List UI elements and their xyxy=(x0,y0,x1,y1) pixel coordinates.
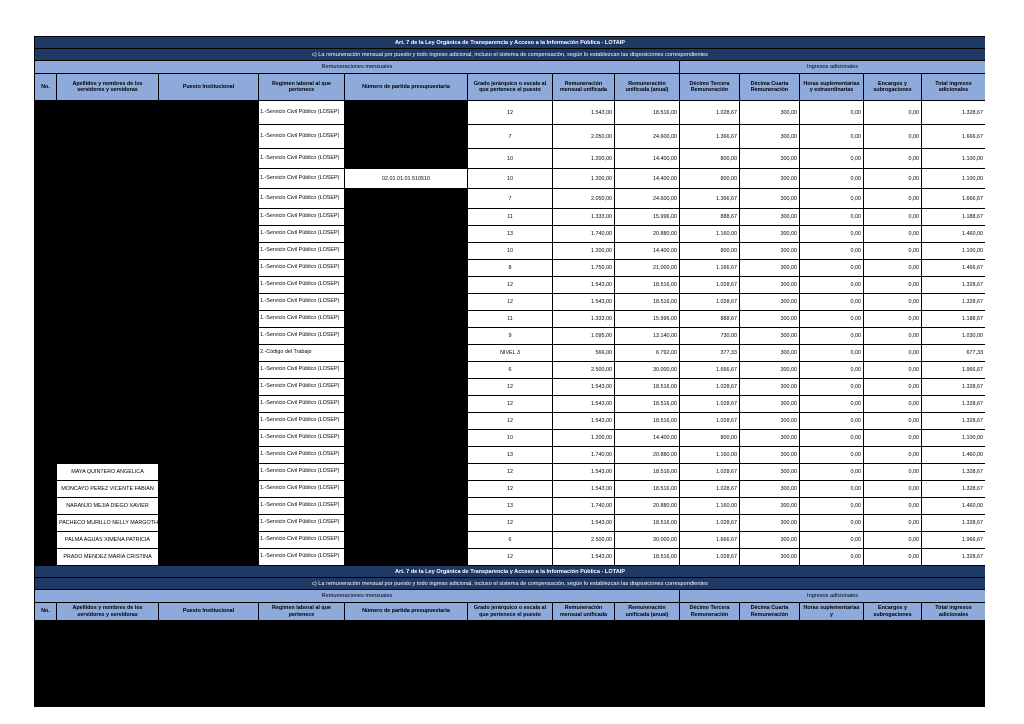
grado-cell: 8 xyxy=(468,260,553,277)
regimen-cell: 1.-Servicio Civil Público (LOSEP) xyxy=(259,277,345,294)
regimen-cell: 1.-Servicio Civil Público (LOSEP) xyxy=(259,515,345,532)
rmu-cell: 1.543,00 xyxy=(553,464,615,481)
col-header-name: Apellidos y nombres de los servidores y servidoras xyxy=(57,74,159,101)
employee-name: MAYA QUINTERO ANGELICA xyxy=(57,464,159,481)
rmu-cell: 2.050,00 xyxy=(553,125,615,149)
encargos-cell: 0,00 xyxy=(864,430,922,447)
anual-cell: 13.140,00 xyxy=(615,328,680,345)
rmu-cell: 1.543,00 xyxy=(553,549,615,566)
rmu-cell: 1.333,00 xyxy=(553,209,615,226)
grado-cell: 12 xyxy=(468,481,553,498)
decimo14-cell: 300,00 xyxy=(740,532,800,549)
regimen-cell: 1.-Servicio Civil Público (LOSEP) xyxy=(259,328,345,345)
encargos-cell: 0,00 xyxy=(864,413,922,430)
table-row xyxy=(35,101,986,125)
anual-cell: 18.516,00 xyxy=(615,464,680,481)
horas-cell: 0,00 xyxy=(800,260,864,277)
group-remuneraciones: Remuneraciones mensuales xyxy=(35,61,680,74)
decimo14-cell: 300,00 xyxy=(740,413,800,430)
decimo14-cell: 300,00 xyxy=(740,447,800,464)
rmu-cell: 1.543,00 xyxy=(553,413,615,430)
grado-cell: 13 xyxy=(468,226,553,243)
anual-cell: 20.880,00 xyxy=(615,226,680,243)
horas-cell: 0,00 xyxy=(800,379,864,396)
total-cell: 1.188,67 xyxy=(922,209,986,226)
grado-cell: 12 xyxy=(468,549,553,566)
anual-cell: 14.400,00 xyxy=(615,430,680,447)
decimo14-cell: 300,00 xyxy=(740,101,800,125)
decimo14-cell: 300,00 xyxy=(740,379,800,396)
decimo13-cell: 377,33 xyxy=(680,345,740,362)
grado-cell: 6 xyxy=(468,532,553,549)
decimo13-cell: 1.028,67 xyxy=(680,277,740,294)
grado-cell: 10 xyxy=(468,243,553,260)
grado-cell: 12 xyxy=(468,515,553,532)
decimo13-cell: 1.160,00 xyxy=(680,447,740,464)
anual-cell: 20.880,00 xyxy=(615,447,680,464)
encargos-cell: 0,00 xyxy=(864,532,922,549)
regimen-cell: 1.-Servicio Civil Público (LOSEP) xyxy=(259,149,345,169)
anual-cell: 21.000,00 xyxy=(615,260,680,277)
col-header-rmu: Remuneración mensual unificada xyxy=(553,74,615,101)
encargos-cell: 0,00 xyxy=(864,101,922,125)
rmu-cell: 1.740,00 xyxy=(553,447,615,464)
encargos-cell: 0,00 xyxy=(864,362,922,379)
total-cell: 1.460,00 xyxy=(922,226,986,243)
anual-cell: 24.600,00 xyxy=(615,125,680,149)
regimen-cell: 1.-Servicio Civil Público (LOSEP) xyxy=(259,464,345,481)
total-cell: 1.328,67 xyxy=(922,549,986,566)
redacted-no-column xyxy=(35,101,57,566)
anual-cell: 14.400,00 xyxy=(615,169,680,189)
encargos-cell: 0,00 xyxy=(864,125,922,149)
total-cell: 1.460,00 xyxy=(922,498,986,515)
anual-cell: 18.516,00 xyxy=(615,379,680,396)
decimo13-cell: 1.028,67 xyxy=(680,379,740,396)
repeat-col-header-horas: Horas suplementarias y xyxy=(800,603,864,621)
regimen-cell: 1.-Servicio Civil Público (LOSEP) xyxy=(259,243,345,260)
grado-cell: 11 xyxy=(468,209,553,226)
repeat-col-header-grado: Grado jerárquico o escala al que pertenece el puesto xyxy=(468,603,553,621)
remuneration-sheet xyxy=(34,36,985,707)
col-header-horas: Horas suplementarias y extraordinarias xyxy=(800,74,864,101)
horas-cell: 0,00 xyxy=(800,294,864,311)
total-cell: 1.328,67 xyxy=(922,396,986,413)
regimen-cell: 1.-Servicio Civil Público (LOSEP) xyxy=(259,294,345,311)
total-cell: 1.328,67 xyxy=(922,413,986,430)
decimo13-cell: 1.666,67 xyxy=(680,532,740,549)
col-header-grado: Grado jerárquico o escala al que pertenece el puesto xyxy=(468,74,553,101)
anual-cell: 18.516,00 xyxy=(615,277,680,294)
decimo14-cell: 300,00 xyxy=(740,481,800,498)
encargos-cell: 0,00 xyxy=(864,345,922,362)
employee-name: PALMA AGUAS XIMENA PATRICIA xyxy=(57,532,159,549)
decimo13-cell: 1.666,67 xyxy=(680,362,740,379)
total-cell: 1.460,00 xyxy=(922,447,986,464)
col-header-decimo13: Décimo Tercera Remuneración xyxy=(680,74,740,101)
remuneration-table xyxy=(34,36,985,621)
rmu-cell: 1.543,00 xyxy=(553,277,615,294)
decimo14-cell: 300,00 xyxy=(740,464,800,481)
encargos-cell: 0,00 xyxy=(864,549,922,566)
encargos-cell: 0,00 xyxy=(864,379,922,396)
anual-cell: 18.516,00 xyxy=(615,101,680,125)
rmu-cell: 2.500,00 xyxy=(553,532,615,549)
partida-cell: 02.01.01.01.510510 xyxy=(345,169,468,189)
decimo14-cell: 300,00 xyxy=(740,498,800,515)
decimo14-cell: 300,00 xyxy=(740,189,800,209)
horas-cell: 0,00 xyxy=(800,447,864,464)
repeat-col-header-name: Apellidos y nombres de los servidores y servidoras xyxy=(57,603,159,621)
decimo13-cell: 1.028,67 xyxy=(680,549,740,566)
anual-cell: 18.516,00 xyxy=(615,294,680,311)
decimo14-cell: 300,00 xyxy=(740,430,800,447)
repeat-col-header-rmu: Remuneración mensual unificada xyxy=(553,603,615,621)
total-cell: 1.100,00 xyxy=(922,430,986,447)
decimo13-cell: 888,67 xyxy=(680,209,740,226)
horas-cell: 0,00 xyxy=(800,226,864,243)
repeat-col-header-total: Total ingresos adicionales xyxy=(922,603,986,621)
regimen-cell: 1.-Servicio Civil Público (LOSEP) xyxy=(259,481,345,498)
horas-cell: 0,00 xyxy=(800,101,864,125)
horas-cell: 0,00 xyxy=(800,149,864,169)
encargos-cell: 0,00 xyxy=(864,209,922,226)
redacted-names-block xyxy=(57,101,159,464)
horas-cell: 0,00 xyxy=(800,396,864,413)
decimo14-cell: 300,00 xyxy=(740,294,800,311)
col-header-decimo14: Décima Cuarta Remuneración xyxy=(740,74,800,101)
repeat-col-header-partida: Número de partida presupuestaria xyxy=(345,603,468,621)
decimo13-cell: 1.028,67 xyxy=(680,101,740,125)
anual-cell: 18.516,00 xyxy=(615,413,680,430)
regimen-cell: 1.-Servicio Civil Público (LOSEP) xyxy=(259,379,345,396)
regimen-cell: 1.-Servicio Civil Público (LOSEP) xyxy=(259,209,345,226)
anual-cell: 14.400,00 xyxy=(615,243,680,260)
anual-cell: 18.516,00 xyxy=(615,515,680,532)
decimo13-cell: 1.028,67 xyxy=(680,294,740,311)
regimen-cell: 1.-Servicio Civil Público (LOSEP) xyxy=(259,549,345,566)
total-cell: 1.328,67 xyxy=(922,481,986,498)
decimo13-cell: 800,00 xyxy=(680,243,740,260)
grado-cell: 13 xyxy=(468,498,553,515)
horas-cell: 0,00 xyxy=(800,209,864,226)
encargos-cell: 0,00 xyxy=(864,515,922,532)
total-cell: 1.466,67 xyxy=(922,260,986,277)
decimo14-cell: 300,00 xyxy=(740,226,800,243)
grado-cell: 11 xyxy=(468,311,553,328)
anual-cell: 18.516,00 xyxy=(615,549,680,566)
regimen-cell: 1.-Servicio Civil Público (LOSEP) xyxy=(259,226,345,243)
col-header-encargos: Encargos y subrogaciones xyxy=(864,74,922,101)
rmu-cell: 1.543,00 xyxy=(553,101,615,125)
decimo14-cell: 300,00 xyxy=(740,243,800,260)
decimo13-cell: 1.160,00 xyxy=(680,226,740,243)
decimo13-cell: 730,00 xyxy=(680,328,740,345)
regimen-cell: 1.-Servicio Civil Público (LOSEP) xyxy=(259,396,345,413)
decimo14-cell: 300,00 xyxy=(740,396,800,413)
encargos-cell: 0,00 xyxy=(864,243,922,260)
regimen-cell: 1.-Servicio Civil Público (LOSEP) xyxy=(259,532,345,549)
col-header-total: Total ingresos adicionales xyxy=(922,74,986,101)
total-cell: 1.100,00 xyxy=(922,149,986,169)
rmu-cell: 1.543,00 xyxy=(553,294,615,311)
decimo14-cell: 300,00 xyxy=(740,345,800,362)
repeat-col-header-regimen: Regimen laboral al que pertenece xyxy=(259,603,345,621)
horas-cell: 0,00 xyxy=(800,277,864,294)
decimo14-cell: 300,00 xyxy=(740,311,800,328)
regimen-cell: 1.-Servicio Civil Público (LOSEP) xyxy=(259,189,345,209)
regimen-cell: 1.-Servicio Civil Público (LOSEP) xyxy=(259,260,345,277)
repeat-col-header-decimo13: Décimo Tercera Remuneración xyxy=(680,603,740,621)
redacted-partida-block xyxy=(345,101,468,169)
anual-cell: 30.000,00 xyxy=(615,532,680,549)
anual-cell: 30.000,00 xyxy=(615,362,680,379)
rmu-cell: 1.740,00 xyxy=(553,498,615,515)
decimo14-cell: 300,00 xyxy=(740,549,800,566)
employee-name: MONCAYO PEREZ VICENTE FABIAN xyxy=(57,481,159,498)
encargos-cell: 0,00 xyxy=(864,169,922,189)
horas-cell: 0,00 xyxy=(800,464,864,481)
repeat-col-header-no: No. xyxy=(35,603,57,621)
grado-cell: 10 xyxy=(468,169,553,189)
grado-cell: 10 xyxy=(468,430,553,447)
horas-cell: 0,00 xyxy=(800,169,864,189)
decimo13-cell: 1.366,67 xyxy=(680,189,740,209)
grado-cell: NIVEL 3 xyxy=(468,345,553,362)
regimen-cell: 2.-Código del Trabajo xyxy=(259,345,345,362)
encargos-cell: 0,00 xyxy=(864,464,922,481)
grado-cell: 12 xyxy=(468,101,553,125)
horas-cell: 0,00 xyxy=(800,328,864,345)
rmu-cell: 1.543,00 xyxy=(553,396,615,413)
decimo14-cell: 300,00 xyxy=(740,169,800,189)
grado-cell: 7 xyxy=(468,189,553,209)
decimo13-cell: 1.166,67 xyxy=(680,260,740,277)
anual-cell: 20.880,00 xyxy=(615,498,680,515)
col-header-regimen: Regimen laboral al que pertenece xyxy=(259,74,345,101)
horas-cell: 0,00 xyxy=(800,311,864,328)
repeat-col-header-decimo14: Décima Cuarta Remuneración xyxy=(740,603,800,621)
decimo13-cell: 800,00 xyxy=(680,149,740,169)
repeat-banner-title: Art. 7 de la Ley Orgánica de Transparencia y Acceso a la Información Pública - LOTAIP xyxy=(35,566,986,578)
regimen-cell: 1.-Servicio Civil Público (LOSEP) xyxy=(259,169,345,189)
rmu-cell: 2.500,00 xyxy=(553,362,615,379)
grado-cell: 12 xyxy=(468,396,553,413)
grado-cell: 12 xyxy=(468,379,553,396)
total-cell: 1.328,67 xyxy=(922,464,986,481)
rmu-cell: 2.050,00 xyxy=(553,189,615,209)
total-cell: 1.328,67 xyxy=(922,379,986,396)
anual-cell: 6.792,00 xyxy=(615,345,680,362)
grado-cell: 6 xyxy=(468,362,553,379)
total-cell: 1.328,67 xyxy=(922,294,986,311)
rmu-cell: 1.740,00 xyxy=(553,226,615,243)
employee-name: PACHECO MURILLO NELLY MARGOTH xyxy=(57,515,159,532)
col-header-anual: Remuneración unificada (anual) xyxy=(615,74,680,101)
grado-cell: 12 xyxy=(468,413,553,430)
total-cell: 1.666,67 xyxy=(922,189,986,209)
decimo13-cell: 800,00 xyxy=(680,430,740,447)
regimen-cell: 1.-Servicio Civil Público (LOSEP) xyxy=(259,101,345,125)
horas-cell: 0,00 xyxy=(800,362,864,379)
horas-cell: 0,00 xyxy=(800,243,864,260)
regimen-cell: 1.-Servicio Civil Público (LOSEP) xyxy=(259,498,345,515)
decimo13-cell: 1.028,67 xyxy=(680,481,740,498)
encargos-cell: 0,00 xyxy=(864,189,922,209)
anual-cell: 18.516,00 xyxy=(615,481,680,498)
redacted-puesto-column xyxy=(159,101,259,566)
anual-cell: 15.996,00 xyxy=(615,209,680,226)
total-cell: 1.030,00 xyxy=(922,328,986,345)
rmu-cell: 1.543,00 xyxy=(553,481,615,498)
regimen-cell: 1.-Servicio Civil Público (LOSEP) xyxy=(259,362,345,379)
encargos-cell: 0,00 xyxy=(864,396,922,413)
grado-cell: 12 xyxy=(468,277,553,294)
regimen-cell: 1.-Servicio Civil Público (LOSEP) xyxy=(259,413,345,430)
total-cell: 1.328,67 xyxy=(922,277,986,294)
decimo14-cell: 300,00 xyxy=(740,362,800,379)
redacted-partida-block xyxy=(345,189,468,566)
decimo13-cell: 1.160,00 xyxy=(680,498,740,515)
regimen-cell: 1.-Servicio Civil Público (LOSEP) xyxy=(259,311,345,328)
rmu-cell: 1.543,00 xyxy=(553,379,615,396)
rmu-cell: 1.200,00 xyxy=(553,169,615,189)
rmu-cell: 1.750,00 xyxy=(553,260,615,277)
regimen-cell: 1.-Servicio Civil Público (LOSEP) xyxy=(259,430,345,447)
repeat-col-header-encargos: Encargos y subrogaciones xyxy=(864,603,922,621)
grado-cell: 13 xyxy=(468,447,553,464)
decimo13-cell: 1.366,67 xyxy=(680,125,740,149)
rmu-cell: 1.200,00 xyxy=(553,243,615,260)
total-cell: 1.100,00 xyxy=(922,169,986,189)
encargos-cell: 0,00 xyxy=(864,447,922,464)
total-cell: 1.100,00 xyxy=(922,243,986,260)
employee-name: NARANJO MEJIA DIEGO XAVIER xyxy=(57,498,159,515)
anual-cell: 14.400,00 xyxy=(615,149,680,169)
horas-cell: 0,00 xyxy=(800,125,864,149)
repeat-col-header-puesto: Puesto Institucional xyxy=(159,603,259,621)
decimo13-cell: 888,67 xyxy=(680,311,740,328)
decimo13-cell: 800,00 xyxy=(680,169,740,189)
total-cell: 677,33 xyxy=(922,345,986,362)
total-cell: 1.188,67 xyxy=(922,311,986,328)
decimo14-cell: 300,00 xyxy=(740,277,800,294)
anual-cell: 18.516,00 xyxy=(615,396,680,413)
grado-cell: 12 xyxy=(468,294,553,311)
repeat-banner-subtitle: c) La remuneración mensual por puesto y todo ingreso adicional, incluso el sistema de compensación, según lo establezcan las disposiciones correspondientes xyxy=(35,578,986,590)
encargos-cell: 0,00 xyxy=(864,260,922,277)
decimo14-cell: 300,00 xyxy=(740,515,800,532)
col-header-partida: Número de partida presupuestaria xyxy=(345,74,468,101)
horas-cell: 0,00 xyxy=(800,549,864,566)
decimo13-cell: 1.028,67 xyxy=(680,413,740,430)
encargos-cell: 0,00 xyxy=(864,328,922,345)
grado-cell: 12 xyxy=(468,464,553,481)
encargos-cell: 0,00 xyxy=(864,226,922,243)
encargos-cell: 0,00 xyxy=(864,481,922,498)
total-cell: 1.966,67 xyxy=(922,532,986,549)
regimen-cell: 1.-Servicio Civil Público (LOSEP) xyxy=(259,125,345,149)
encargos-cell: 0,00 xyxy=(864,311,922,328)
rmu-cell: 1.543,00 xyxy=(553,515,615,532)
rmu-cell: 566,00 xyxy=(553,345,615,362)
group-ingresos: Ingresos adicionales xyxy=(680,61,986,74)
decimo13-cell: 1.028,67 xyxy=(680,396,740,413)
horas-cell: 0,00 xyxy=(800,430,864,447)
total-cell: 1.328,67 xyxy=(922,101,986,125)
regimen-cell: 1.-Servicio Civil Público (LOSEP) xyxy=(259,447,345,464)
decimo14-cell: 300,00 xyxy=(740,328,800,345)
repeat-group-remuneraciones: Remuneraciones mensuales xyxy=(35,590,680,603)
horas-cell: 0,00 xyxy=(800,532,864,549)
rmu-cell: 1.095,00 xyxy=(553,328,615,345)
repeat-group-ingresos: Ingresos adicionales xyxy=(680,590,986,603)
repeat-col-header-anual: Remuneración unificada (anual) xyxy=(615,603,680,621)
grado-cell: 7 xyxy=(468,125,553,149)
banner-title: Art. 7 de la Ley Orgánica de Transparencia y Acceso a la Información Pública - LOTAIP xyxy=(35,37,986,49)
horas-cell: 0,00 xyxy=(800,345,864,362)
encargos-cell: 0,00 xyxy=(864,277,922,294)
banner-subtitle: c) La remuneración mensual por puesto y todo ingreso adicional, incluso el sistema de compensación, según lo establezcan las disposiciones correspondientes xyxy=(35,49,986,61)
encargos-cell: 0,00 xyxy=(864,498,922,515)
encargos-cell: 0,00 xyxy=(864,149,922,169)
decimo14-cell: 300,00 xyxy=(740,149,800,169)
total-cell: 1.966,67 xyxy=(922,362,986,379)
anual-cell: 15.996,00 xyxy=(615,311,680,328)
horas-cell: 0,00 xyxy=(800,481,864,498)
total-cell: 1.328,67 xyxy=(922,515,986,532)
decimo14-cell: 300,00 xyxy=(740,209,800,226)
decimo14-cell: 300,00 xyxy=(740,125,800,149)
total-cell: 1.666,67 xyxy=(922,125,986,149)
horas-cell: 0,00 xyxy=(800,413,864,430)
col-header-puesto: Puesto Institucional xyxy=(159,74,259,101)
horas-cell: 0,00 xyxy=(800,189,864,209)
decimo13-cell: 1.028,67 xyxy=(680,515,740,532)
employee-name: PRADO MENDEZ MARIA CRISTINA xyxy=(57,549,159,566)
encargos-cell: 0,00 xyxy=(864,294,922,311)
rmu-cell: 1.200,00 xyxy=(553,149,615,169)
grado-cell: 9 xyxy=(468,328,553,345)
grado-cell: 10 xyxy=(468,149,553,169)
rmu-cell: 1.333,00 xyxy=(553,311,615,328)
horas-cell: 0,00 xyxy=(800,515,864,532)
rmu-cell: 1.200,00 xyxy=(553,430,615,447)
decimo14-cell: 300,00 xyxy=(740,260,800,277)
horas-cell: 0,00 xyxy=(800,498,864,515)
col-header-no: No. xyxy=(35,74,57,101)
decimo13-cell: 1.028,67 xyxy=(680,464,740,481)
anual-cell: 24.600,00 xyxy=(615,189,680,209)
